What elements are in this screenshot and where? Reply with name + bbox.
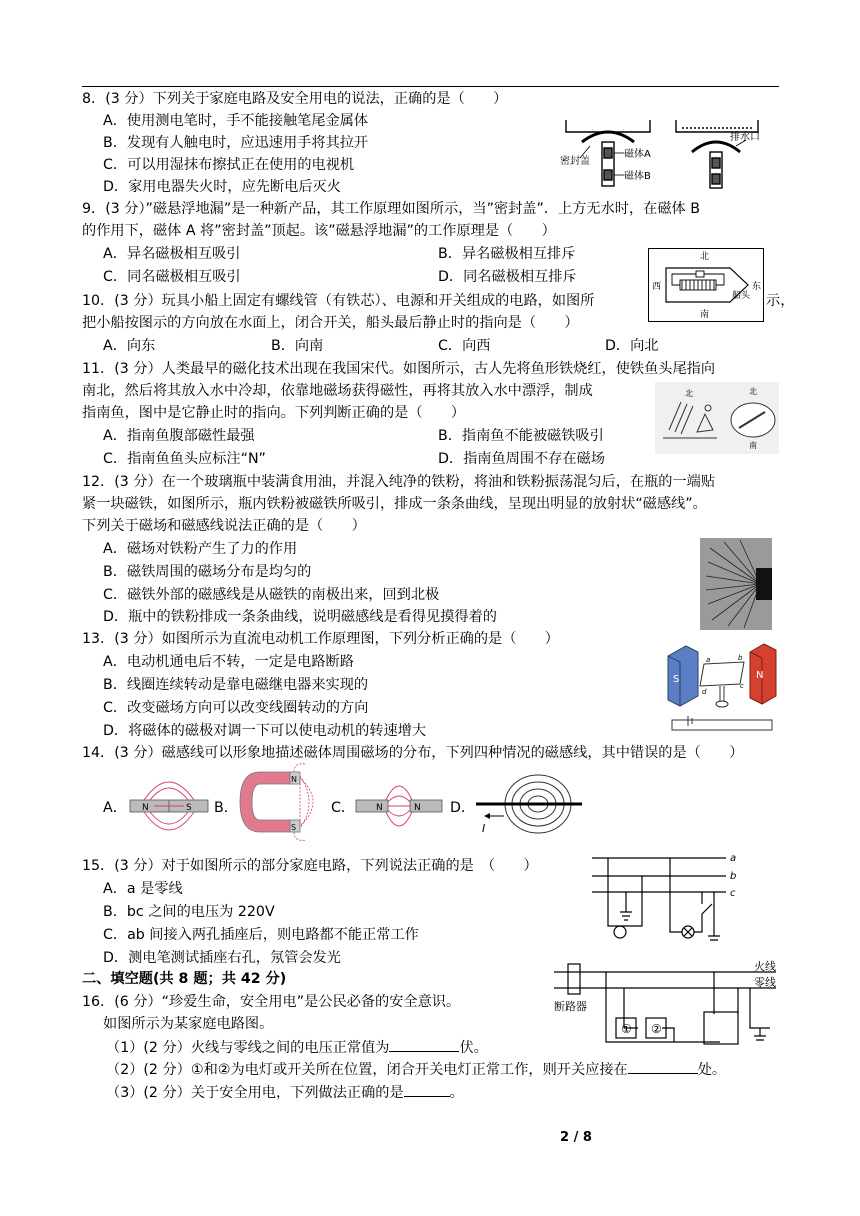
motor-d-label: d <box>702 688 707 696</box>
neutral-wire-label: 零线 <box>754 976 776 989</box>
q10-option-d: D．向北 <box>605 338 659 354</box>
section-two-heading: 二、填空题(共 8 题；共 42 分) <box>82 971 287 987</box>
q8-stem: 8．(3 分）下列关于家庭电路及安全用电的说法，正确的是（ ） <box>82 91 508 107</box>
q11-option-a: A．指南鱼腹部磁性最强 <box>103 428 255 444</box>
boat-bow-label: 船头 <box>732 291 751 301</box>
q11-option-c: C．指南鱼鱼头应标注“N” <box>103 451 266 467</box>
q12-option-c: C．磁铁外部的磁感线是从磁铁的南极出来，回到北极 <box>103 587 440 603</box>
page-number: 2 / 8 <box>560 1130 592 1145</box>
q10-option-a: A．向东 <box>103 338 156 354</box>
q16-sub3-text: （3）(2 分）关于安全用电，下列做法正确的是 <box>106 1085 404 1101</box>
q16-stem-line1: 16．(6 分）“珍爱生命，安全用电”是公民必备的安全意识。 <box>82 994 461 1010</box>
q16-sub2 <box>106 1059 726 1080</box>
circuit-a-label: a <box>730 853 737 864</box>
q9-option-a: A．异名磁极相互吸引 <box>103 246 241 262</box>
q11-stem-line1: 11．(3 分）人类最早的磁化技术出现在我国宋代。如图所示，古人先将鱼形铁烧红，使铁鱼头尾指向 <box>82 361 716 377</box>
field-lines-figure-d <box>474 766 584 846</box>
field-lines-figure-a <box>124 770 214 842</box>
fish-north-label-right: 北 <box>749 387 757 396</box>
boat-west-label: 西 <box>652 282 662 292</box>
toy-boat-figure <box>648 248 764 322</box>
q12-option-b: B．磁铁周围的磁场分布是均匀的 <box>103 564 312 580</box>
q11-stem-line3: 指南鱼，图中是它静止时的指向。下列判断正确的是（ ） <box>82 405 466 421</box>
q14-option-a-letter: A． <box>103 800 127 816</box>
q8-option-d: D．家用电器失火时，应先断电后灭火 <box>103 179 341 195</box>
q10-stem-line1-tail: 示， <box>766 293 795 309</box>
q13-stem: 13．(3 分）如图所示为直流电动机工作原理图，下列分析正确的是（ ） <box>82 631 559 647</box>
position-1-label: ① <box>621 1022 632 1036</box>
q16-sub2-text: （2）(2 分）①和②为电灯或开关所在位置，闭合开关电灯正常工作，则开关应接在 <box>106 1062 628 1078</box>
q15-option-c: C．ab 间接入两孔插座后，则电路都不能正常工作 <box>103 927 419 943</box>
q12-stem-line1: 12．(3 分）在一个玻璃瓶中装满食用油，并混入纯净的铁粉，将油和铁粉振荡混匀后，在瓶的一端贴 <box>82 474 716 490</box>
position-2-label: ② <box>651 1022 662 1036</box>
q16-sub1-tail: 伏。 <box>459 1040 488 1056</box>
q8-option-c: C．可以用湿抹布擦拭正在使用的电视机 <box>103 157 355 173</box>
boat-east-label: 东 <box>752 282 762 292</box>
q13-option-d: D．将磁体的磁极对调一下可以使电动机的转速增大 <box>103 723 427 739</box>
iron-filings-figure <box>700 538 772 630</box>
q10-option-c: C．向西 <box>438 338 491 354</box>
q16-sub1 <box>106 1037 488 1058</box>
drain-outlet-label: 排水口 <box>730 132 760 143</box>
q9-stem-line1: 9．(3 分）”磁悬浮地漏”是一种新产品，其工作原理如图所示，当”密封盖”．上方无水时，在磁体 B <box>82 201 700 217</box>
breaker-label: 断路器 <box>554 1000 587 1013</box>
q16-stem-line2: 如图所示为某家庭电路图。 <box>103 1016 274 1032</box>
q8-option-a: A．使用测电笔时，手不能接触笔尾金属体 <box>103 113 369 129</box>
motor-n-pole-label: N <box>756 670 764 681</box>
q13-option-a: A．电动机通电后不转，一定是电路断路 <box>103 654 354 670</box>
q16-sub1-text: （1）(2 分）火线与零线之间的电压正常值为 <box>106 1040 390 1056</box>
q11-stem-line2: 南北，然后将其放入水中冷却，依靠地磁场获得磁性，再将其放入水中漂浮，制成 <box>82 383 593 399</box>
floor-drain-figure <box>558 110 768 192</box>
home-circuit-breaker-figure <box>554 958 790 1058</box>
q11-option-b: B．指南鱼不能被磁铁吸引 <box>438 428 604 444</box>
fish-north-label-left: 北 <box>685 389 693 398</box>
figb-s-label: S <box>291 823 297 832</box>
q10-stem-line2: 把小船按图示的方向放在水面上，闭合开关，船头最后静止时的指向是（ ） <box>82 315 579 331</box>
household-circuit-figure <box>590 846 742 954</box>
field-lines-figure-c <box>354 770 444 842</box>
q12-stem-line2: 紧一块磁铁，如图所示，瓶内铁粉被磁铁所吸引，排成一条条曲线，呈现出明显的放射状“磁感线”。 <box>82 496 707 512</box>
q16-sub3 <box>106 1082 464 1103</box>
south-pointing-fish-figure <box>655 382 779 454</box>
fish-south-label: 南 <box>749 441 757 450</box>
q10-option-b: B．向南 <box>271 338 324 354</box>
header-rule <box>82 86 779 87</box>
live-wire-label: 火线 <box>754 960 776 973</box>
q15-option-d: D．测电笔测试插座右孔，氖管会发光 <box>103 950 341 966</box>
q14-option-b-letter: B． <box>214 800 238 816</box>
figd-current-label: I <box>482 822 486 835</box>
q16-sub3-tail: 。 <box>449 1085 464 1101</box>
q14-stem: 14．(3 分）磁感线可以形象地描述磁体周围磁场的分布，下列四种情况的磁感线，其中错误的是（ ） <box>82 745 744 761</box>
circuit-c-label: c <box>730 888 736 899</box>
dc-motor-figure <box>664 640 780 734</box>
q15-stem: 15．(3 分）对于如图所示的部分家庭电路，下列说法正确的是 （ ） <box>82 858 538 874</box>
q9-option-b: B．异名磁极相互排斥 <box>438 246 576 262</box>
motor-a-label: a <box>706 656 711 664</box>
seal-label: 密封盖 <box>560 156 590 167</box>
figa-s-label: S <box>186 803 192 813</box>
q15-option-b: B．bc 之间的电压为 220V <box>103 904 275 920</box>
q10-stem-line1: 10．(3 分）玩具小船上固定有螺线管（有铁芯）、电源和开关组成的电路，如图所 <box>82 293 595 309</box>
q9-stem-line2: 的作用下，磁体 A 将”密封盖”顶起。该”磁悬浮地漏”的工作原理是（ ） <box>82 223 556 239</box>
q12-option-d: D．瓶中的铁粉排成一条条曲线，说明磁感线是看得见摸得着的 <box>103 609 497 625</box>
field-lines-figure-b <box>232 762 328 842</box>
q13-option-b: B．线圈连续转动是靠电磁继电器来实现的 <box>103 677 369 693</box>
boat-north-label: 北 <box>700 252 710 262</box>
boat-south-label: 南 <box>700 310 710 320</box>
q16-sub1-blank[interactable] <box>389 1037 459 1052</box>
q16-sub2-tail: 处。 <box>697 1062 727 1078</box>
q15-option-a: A．a 是零线 <box>103 881 183 897</box>
figc-s-label: N <box>414 803 421 813</box>
q14-option-c-letter: C． <box>331 800 356 816</box>
q8-option-b: B．发现有人触电时，应迅速用手将其拉开 <box>103 135 369 151</box>
motor-b-label: b <box>738 654 743 662</box>
q11-option-d: D．指南鱼周围不存在磁场 <box>438 451 605 467</box>
q12-stem-line3: 下列关于磁场和磁感线说法正确的是（ ） <box>82 518 366 534</box>
figb-n-label: N <box>291 775 297 784</box>
q16-sub3-blank[interactable] <box>404 1082 450 1097</box>
figa-n-label: N <box>142 803 149 813</box>
q9-option-c: C．同名磁极相互吸引 <box>103 269 241 285</box>
circuit-b-label: b <box>730 871 737 882</box>
q9-option-d: D．同名磁极相互排斥 <box>438 269 577 285</box>
q12-option-a: A．磁场对铁粉产生了力的作用 <box>103 541 298 557</box>
figc-n-label: N <box>376 803 383 813</box>
motor-c-label: c <box>740 682 744 690</box>
magnet-a-label: 磁体A <box>624 149 651 160</box>
motor-s-pole-label: S <box>673 674 680 685</box>
q16-sub2-blank[interactable] <box>628 1059 698 1074</box>
q14-option-d-letter: D． <box>450 800 476 816</box>
magnet-b-label: 磁体B <box>624 171 651 182</box>
q13-option-c: C．改变磁场方向可以改变线圈转动的方向 <box>103 700 369 716</box>
